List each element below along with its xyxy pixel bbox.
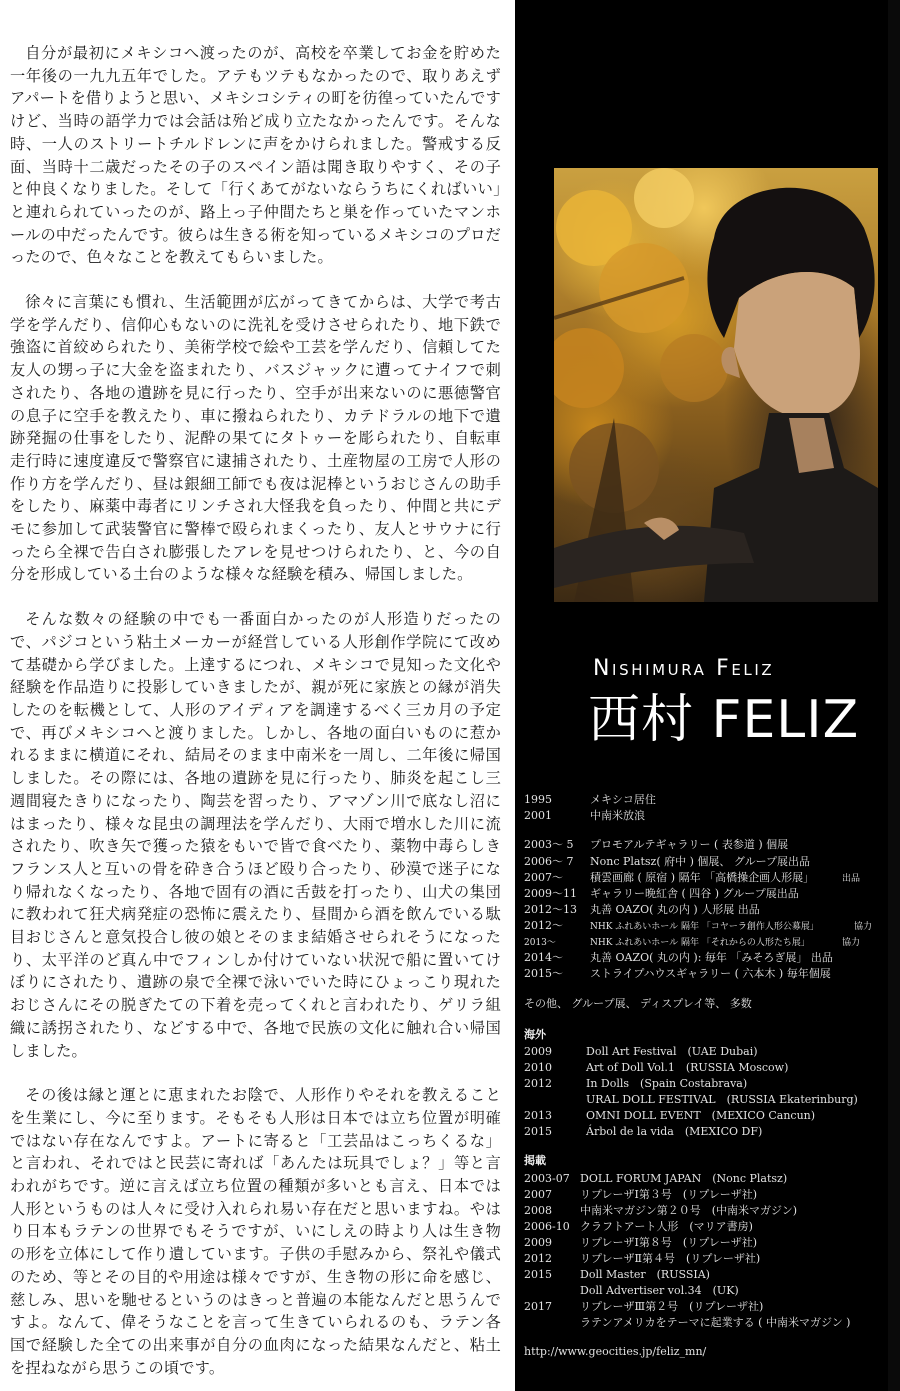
cv-text: リプレーザⅢ第２号 (リプレーザ社) [580, 1300, 764, 1313]
cv-year: 2007～ [524, 871, 563, 884]
cv-text: 中南米放浪 [590, 809, 645, 822]
cv-year: 2012～ [524, 919, 563, 932]
artist-photo-drawing [554, 168, 878, 602]
cv-text: Árbol de la vida (MEXICO DF) [586, 1125, 763, 1138]
cv-year: 2003-07 [524, 1172, 570, 1185]
cv-publication-row [524, 1299, 888, 1315]
cv-note: 出品 [842, 874, 861, 884]
cv-exhibition-row [524, 854, 888, 870]
cv-publication-row [524, 1267, 888, 1283]
cv-year: 2012 [524, 1252, 552, 1265]
cv-exhibition-row [524, 870, 888, 886]
cv-publication-row [524, 1235, 888, 1251]
article-paragraph: 徐々に言葉にも慣れ、生活範囲が広がってきてからは、大学で考古学を学んだり、信仰心もないのに洗礼を受けさせられたり、地下鉄で強盗に首絞められたり、美術学校で絵や工芸を学んだり、信頼してた友人の甥っ子に大金を盗まれたり、バスジャックに遭ってナイフで刺されたり、各地の遺跡を見に行ったり、空手が出来ないのに悪徳警官の息子に空手を教えたり、車に撥ねられたり、カテドラルの地下で遺跡発掘の仕事をしたり、泥酔の果てにタトゥーを彫られたり、自転車走行時に速度違反で警察官に逮捕されたり、土産物屋の工房で人形の作り方を学んだり、昼は銀細工師でも夜は泥棒というおじさんの助手をしたり、麻薬中毒者にリンチされ大怪我を負ったり、仲間と共にデモに参加して武装警官に警棒で殴られまくったり、友人とサウナに行ったら全裸で告白され膨張したアレを見せつけられたり、と、今の自分を形成している土台のような様々な経験を積み、帰国しました。 [10, 293, 501, 584]
cv-text: OMNI DOLL EVENT (MEXICO Cancun) [586, 1109, 816, 1122]
cv-text: NHK ふれあいホール 隔年 「それからの人形たち展」 [590, 938, 810, 948]
cv-text: プロモアルテギャラリー ( 表参道 ) 個展 [590, 838, 789, 851]
cv-text: DOLL FORUM JAPAN (Nonc Platsz) [580, 1172, 788, 1185]
cv-exhibition-row [524, 966, 888, 982]
cv-text: ラテンアメリカをテーマに起業する ( 中南米マガジン ) [580, 1316, 851, 1329]
cv-overseas-row [524, 1060, 888, 1076]
cv-text: Doll Advertiser vol.34 (UK) [580, 1284, 739, 1297]
cv-year: 2010 [524, 1061, 552, 1074]
artist-photo [554, 168, 878, 602]
cv-text: 丸善 OAZO( 丸の内 ) 人形展 出品 [590, 903, 760, 916]
cv-publication-row [524, 1251, 888, 1267]
cv-year: 2009 [524, 1045, 552, 1058]
cv-text: NHK ふれあいホール 隔年 「コヤーラ創作人形公募展」 [590, 922, 819, 932]
cv-year: 2013～ [524, 938, 556, 948]
cv-publication-row [524, 1283, 888, 1299]
artist-name-japanese: 西村 FELIZ [588, 690, 860, 750]
cv-overseas-row [524, 1108, 888, 1124]
cv-year: 2015 [524, 1268, 552, 1281]
article-paragraph: そんな数々の経験の中でも一番面白かったのが人形造りだったので、パジコという粘土メーカーが経営している人形創作学院にて改めて基礎から学びました。上達するにつれ、メキシコで見知った文化や経験を作品造りに投影していきましたが、親が死に家族との縁が消失したのを転機として、人形のアイディアを調達するべく三カ月の予定で、再びメキシコへと渡りました。しかし、各地の面白いものに惹かれるままに横道にそれ、結局そのまま中南米を一周し、二年後に帰国しました。その際には、各地の遺跡を見に行ったり、肺炎を起こし三週間寝たきりになったり、陶芸を習ったり、アマゾン川で底なし沼にはまったり、様々な昆虫の調理法を学んだり、大雨で増水した川に流されたり、吹き矢で獲った猿をもいで皆で食べたり、薬物中毒らしきフランス人と互いの骨を砕き合うほど殴り合ったり、砂漠で迷子になり帰れなくなったり、各地で固有の酒に舌鼓を打ったり、山犬の集団に教われて狂犬病発症の恐怖に震えたり、昼間から酒を飲んでいる駄目おじさんと意気投合し彼の娘とそのまま結婚させられそうになったり、太平洋のど真ん中でフィンしか付けていない状況で船に置いてけぼりにされたり、遺跡の泉で全裸で泳いでいた時にひょっこり現れたおじさんにその脱ぎたての下着を売ってくれと言われたり、ゲリラ組織に誘拐されたり、などする中で、各地で民族の文化に触れ合い帰国しました。 [10, 610, 501, 1060]
cv-text: リプレーザⅡ第４号 (リプレーザ社) [580, 1252, 761, 1265]
cv-year: 2013 [524, 1109, 552, 1122]
cv-exhibition-row [524, 950, 888, 966]
cv-note: 協力 [854, 922, 873, 932]
cv-overseas-row [524, 1076, 888, 1092]
cv-year: 2008 [524, 1204, 552, 1217]
cv-exhibition-row [524, 934, 888, 950]
cv-text: 中南米マガジン第２０号 (中南米マガジン) [580, 1204, 798, 1217]
cv-text: Nonc Platsz( 府中 ) 個展、 グループ展出品 [590, 855, 811, 868]
cv-publication-row [524, 1203, 888, 1219]
cv-year: 2009～11 [524, 887, 577, 900]
cv-text: 丸善 OAZO( 丸の内 ): 毎年 「みそろぎ展」 出品 [590, 951, 833, 964]
cv-text: In Dolls (Spain Costabrava) [586, 1077, 748, 1090]
cv-publication-row [524, 1187, 888, 1203]
cv-year: 2012～13 [524, 903, 577, 916]
cv-year: 2015～ [524, 967, 563, 980]
cv-text: Doll Master (RUSSIA) [580, 1268, 710, 1281]
cv-year: 2009 [524, 1236, 552, 1249]
cv-text: リプレーザⅠ第３号 (リプレーザ社) [580, 1188, 758, 1201]
cv-year: 2003～ 5 [524, 838, 574, 851]
cv-text: URAL DOLL FESTIVAL (RUSSIA Ekaterinburg) [586, 1093, 858, 1106]
cv-exhibition-row [524, 886, 888, 902]
article-paragraph: その後は縁と運とに恵まれたお陰で、人形作りやそれを教えることを生業にし、今に至ります。そもそも人形は日本では立ち位置が明確ではない存在なんですよ。アートに寄ると「工芸品はこっちくるな」と言われ、それではと民芸に寄れば「あんたは玩具でしょ？」等と言われがちです。逆に言えば立ち位置の種類が多いとも言え、日本では人形というものは人々に受け入れられ易い存在だと思いますね。やはり日本もラテンの世界でもそうですが、いにしえの時より人は生き物の形を立体にして作り遺しています。子供の手慰みから、祭礼や儀式のため、等とその目的や用途は様々ですが、生き物の形に命を感じ、慈しみ、思いを馳せるというのはきっと普遍の本能なんだと思うんですよ。なんて、偉そうなことを言って生きていられるのも、ラテン各国で経験した全ての出来事が自分の血肉になった結果なんだと、粘土を捏ねながら思うこの頃です。 [10, 1086, 501, 1377]
cv-text: Doll Art Festival (UAE Dubai) [586, 1045, 758, 1058]
cv-exhibition-row [524, 837, 888, 853]
cv-year: 2012 [524, 1077, 552, 1090]
cv-text: リプレーザⅠ第８号 (リプレーザ社) [580, 1236, 758, 1249]
cv-text: メキシコ居住 [590, 793, 656, 806]
cv-bio-row [524, 808, 888, 824]
cv-text: クラフトアート人形 (マリア書房) [580, 1220, 753, 1233]
cv-year: 2015 [524, 1125, 552, 1138]
artist-name-english: Nishimura Feliz [593, 656, 775, 681]
cv-year: 2006～ 7 [524, 855, 574, 868]
cv-text: Art of Doll Vol.1 (RUSSIA Moscow) [586, 1061, 789, 1074]
cv-overseas-row [524, 1124, 888, 1140]
cv-publication-row [524, 1219, 888, 1235]
cv-text: ストライプハウスギャラリー ( 六本木 ) 毎年個展 [590, 967, 831, 980]
cv-overseas-row [524, 1092, 888, 1108]
cv-publications-heading: 掲載 [524, 1154, 546, 1167]
cv-exhibition-row [524, 918, 888, 934]
website-link[interactable]: http://www.geocities.jp/feliz_mn/ [524, 1345, 707, 1358]
cv-year: 2001 [524, 809, 552, 822]
cv-text: 積雲画廊 ( 原宿 ) 隔年 「高橋操企画人形展」 [590, 871, 815, 884]
article-paragraph: 自分が最初にメキシコへ渡ったのが、高校を卒業してお金を貯めた一年後の一九九五年でした。アテもツテもなかったので、取りあえずアパートを借りようと思い、メキシコシティの町を彷徨っていたんですけど、当時の語学力では会話は殆ど成り立たなかったんです。そんな時、一人のストリートチルドレンに声をかけられました。警戒する反面、当時十二歳だったその子のスペイン語は聞き取りやすく、その子と仲良くなりました。そして「行くあてがないならうちにくればいい」と連れられていったのが、路上っ子仲間たちと巣を作っていたマンホールの中だったんです。彼らは生きる術を知っているメキシコのプロだったので、色々なことを教えてもらいました。 [10, 44, 501, 267]
cv-publication-row [524, 1315, 888, 1331]
cv-overseas-row [524, 1044, 888, 1060]
cv-year: 2007 [524, 1188, 552, 1201]
cv-overseas-heading: 海外 [524, 1028, 546, 1041]
cv-text: ギャラリー晩紅舎 ( 四谷 ) グループ展出品 [590, 887, 799, 900]
cv-note: 協力 [842, 938, 861, 948]
cv-year: 2014～ [524, 951, 563, 964]
cv-year: 2017 [524, 1300, 552, 1313]
cv-exhibition-row [524, 902, 888, 918]
cv-others-text: その他、 グループ展、 ディスプレイ等、 多数 [524, 997, 752, 1010]
cv-others [524, 996, 888, 1012]
cv-year: 1995 [524, 793, 552, 806]
cv-publication-row [524, 1171, 888, 1187]
cv-bio-row [524, 792, 888, 808]
cv-year: 2006-10 [524, 1220, 570, 1233]
panel-edge [888, 0, 900, 1391]
